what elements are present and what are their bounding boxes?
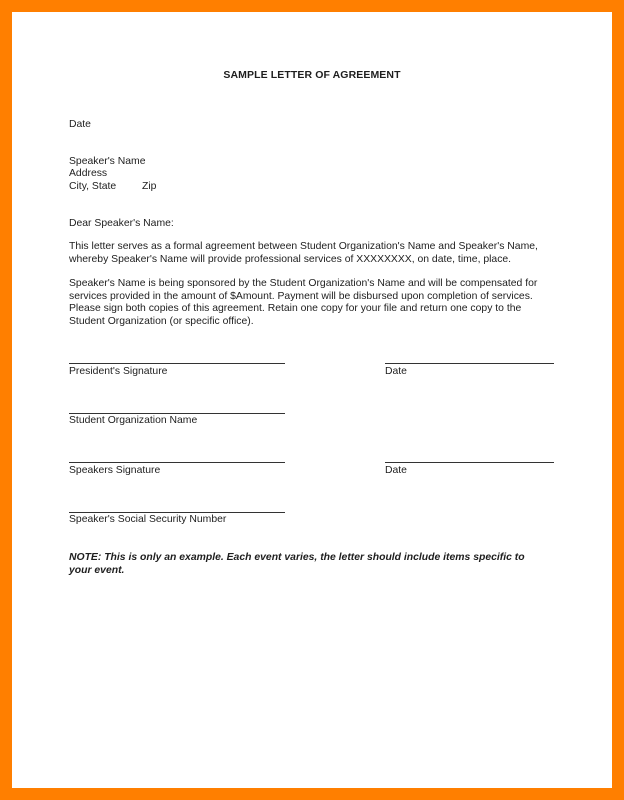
speaker-name-line: Speaker's Name (69, 156, 146, 167)
speaker-date-label: Date (385, 465, 407, 476)
president-date-label: Date (385, 366, 407, 377)
zip-line: Zip (142, 181, 157, 192)
document-page (12, 12, 612, 788)
paragraph-line: Please sign both copies of this agreement. Retain one copy for your file and return one copy to the (69, 303, 522, 314)
organization-name-label: Student Organization Name (69, 415, 198, 426)
paragraph-line: whereby Speaker's Name will provide professional services of XXXXXXXX, on date, time, place. (69, 253, 512, 265)
speaker-date-line[interactable] (385, 462, 554, 463)
paragraph-line: services provided in the amount of $Amount. Payment will be disbursed upon completion of services. (69, 290, 533, 302)
date-label: Date (69, 119, 91, 130)
city-state-line: City, State (69, 181, 117, 192)
paragraph-compensation (69, 278, 559, 328)
letter-document (12, 12, 612, 788)
paragraph-agreement (69, 241, 559, 266)
note-line: NOTE: This is only an example. Each event varies, the letter should include items specific to (69, 552, 525, 563)
speaker-signature-label: Speakers Signature (69, 465, 161, 476)
document-title: SAMPLE LETTER OF AGREEMENT (223, 69, 401, 81)
organization-name-line[interactable] (69, 413, 285, 414)
example-note (69, 552, 559, 577)
address-line: Address (69, 168, 108, 179)
paragraph-line: Student Organization (or specific office). (69, 315, 254, 327)
president-signature-label: President's Signature (69, 366, 168, 377)
salutation: Dear Speaker's Name: (69, 218, 174, 229)
president-date-line[interactable] (385, 363, 554, 364)
paragraph-line: Speaker's Name is being sponsored by the Student Organization's Name and will be compensated for (69, 278, 538, 289)
note-line: your event. (69, 564, 125, 576)
paragraph-line: This letter serves as a formal agreement between Student Organization's Name and Speaker's Name, (69, 241, 538, 252)
president-signature-line[interactable] (69, 363, 285, 364)
ssn-line[interactable] (69, 512, 285, 513)
speaker-signature-line[interactable] (69, 462, 285, 463)
ssn-label: Speaker's Social Security Number (69, 514, 227, 525)
